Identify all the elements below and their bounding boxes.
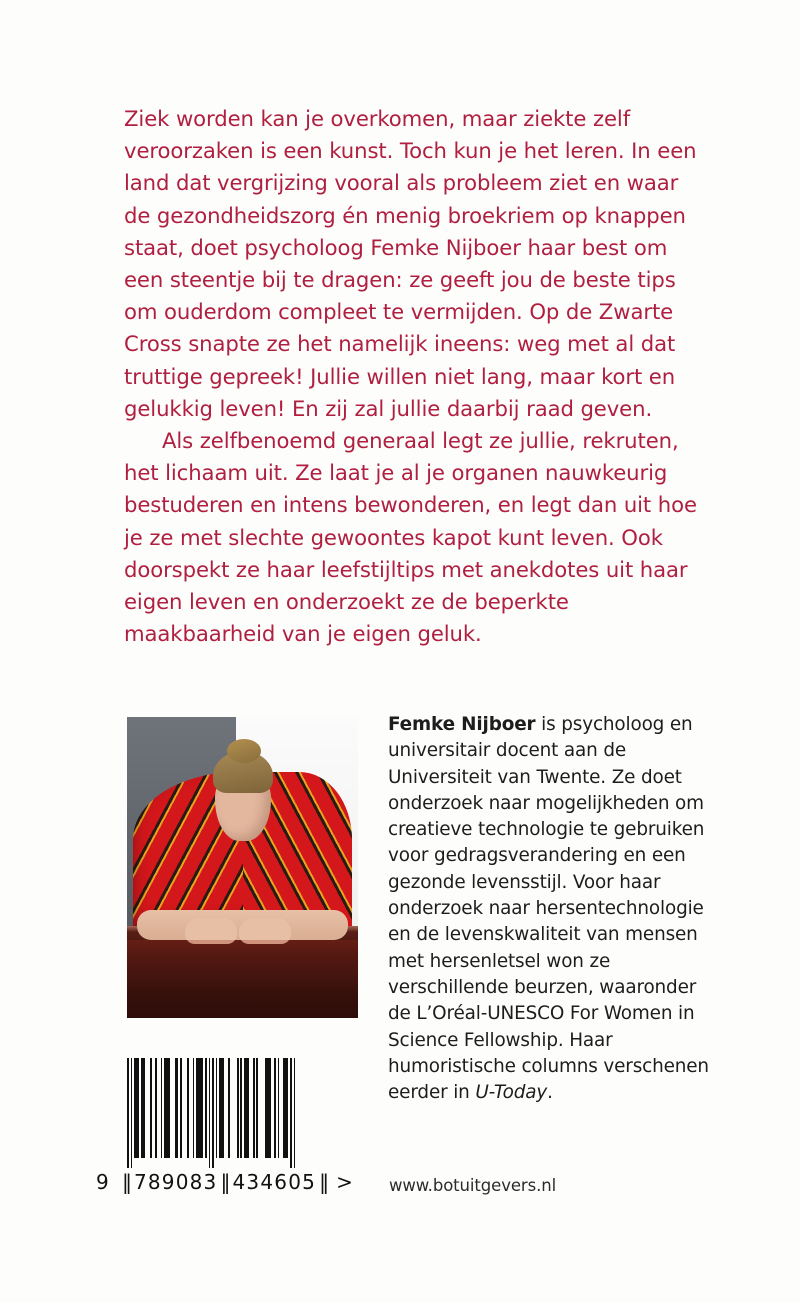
barcode-bar xyxy=(205,1058,207,1158)
barcode-bar xyxy=(244,1058,249,1158)
barcode-bar xyxy=(212,1058,214,1168)
barcode-bar xyxy=(253,1058,255,1158)
author-name: Femke Nijboer xyxy=(388,714,536,735)
barcode-bar xyxy=(240,1058,242,1158)
barcode-terminator: > xyxy=(336,1170,355,1194)
barcode-group-right: 434605 xyxy=(232,1170,317,1194)
barcode-bars xyxy=(127,1058,295,1168)
barcode-bar xyxy=(141,1058,145,1158)
blurb-section xyxy=(124,103,709,650)
author-bio-section xyxy=(388,712,718,1106)
barcode-separator-right: ‖ xyxy=(319,1170,329,1194)
author-bio-text xyxy=(388,712,718,1106)
blurb-paragraph-1: Ziek worden kan je overkomen, maar ziekte zelf veroorzaken is een kunst. Toch kun je het leren. In een land dat vergrijzing vooral als probleem ziet en waar de gezondheidszorg én menig broekriem op knappen staat, doet psycholoog Femke Nijboer haar best om een steentje bij te dragen: ze geeft jou de beste tips om ouderdom compleet te vermijden. Op de Zwarte Cross snapte ze het namelijk ineens: weg met al dat truttige gepreek! Jullie willen niet lang, maar kort en gelukkig leven! En zij zal jullie daarbij raad geven. xyxy=(124,106,697,421)
barcode-bar xyxy=(175,1058,179,1158)
barcode-bar xyxy=(283,1058,288,1158)
author-photo xyxy=(127,717,358,1018)
publisher-url[interactable]: www.botuitgevers.nl xyxy=(389,1176,557,1195)
barcode-bar xyxy=(228,1058,230,1158)
barcode-separator-left: ‖ xyxy=(121,1170,131,1194)
barcode-bar xyxy=(278,1058,280,1158)
barcode-bar xyxy=(196,1058,203,1158)
publication-name: U-Today xyxy=(475,1082,548,1104)
barcode-bar xyxy=(180,1058,182,1158)
barcode-bar xyxy=(294,1058,296,1168)
barcode-bar xyxy=(134,1058,139,1158)
barcode-bar xyxy=(209,1058,211,1168)
barcode-bar xyxy=(216,1058,218,1158)
barcode-bar xyxy=(161,1058,163,1158)
blurb-paragraph-2: Als zelfbenoemd generaal legt ze jullie, rekruten, het lichaam uit. Ze laat je al je organen nauwkeurig bestuderen en intens bewonderen, en legt dan uit hoe je ze met slechte gewoontes kapot kunt leven. Ook doorspekt ze haar leefstijltips met anekdotes uit haar eigen leven en onderzoekt ze de beperkte maakbaarheid van je eigen geluk. xyxy=(124,428,697,647)
barcode-bar xyxy=(265,1058,270,1158)
barcode-bar xyxy=(290,1058,292,1168)
barcode-bar xyxy=(155,1058,157,1158)
barcode-bar xyxy=(187,1058,189,1158)
barcode-bar xyxy=(150,1058,152,1158)
barcode-bar xyxy=(127,1058,129,1168)
author-bio-part2: . xyxy=(547,1082,553,1104)
barcode-bar xyxy=(131,1058,133,1168)
barcode-bar xyxy=(237,1058,239,1158)
author-hand-left xyxy=(185,918,237,944)
barcode-separator-mid: ‖ xyxy=(220,1170,230,1194)
barcode-bar xyxy=(274,1058,276,1158)
author-hair-bun xyxy=(227,739,261,763)
barcode-bar xyxy=(256,1058,258,1158)
author-hand-right xyxy=(239,918,291,944)
barcode-digits xyxy=(96,1170,355,1194)
barcode-group-left: 789083 xyxy=(133,1170,218,1194)
author-bio-part1: is psycholoog en universitair docent aan de Universiteit van Twente. Ze doet onderzoek naar mogelijkheden om creatieve technologie te gebruiken voor gedragsverandering en een gezonde levensstijl. Voor haar onderzoek naar hersentechnologie en de levenskwaliteit van mensen met hersenletsel won ze verschillende beurzen, waaronder de L’Oréal-UNESCO For Women in Science Fellowship. Haar humoristische columns verschenen eerder in xyxy=(388,714,709,1104)
barcode-lead-digit: 9 xyxy=(96,1170,110,1194)
barcode-bar xyxy=(193,1058,195,1158)
barcode-bar xyxy=(164,1058,169,1158)
barcode-bar xyxy=(219,1058,224,1158)
